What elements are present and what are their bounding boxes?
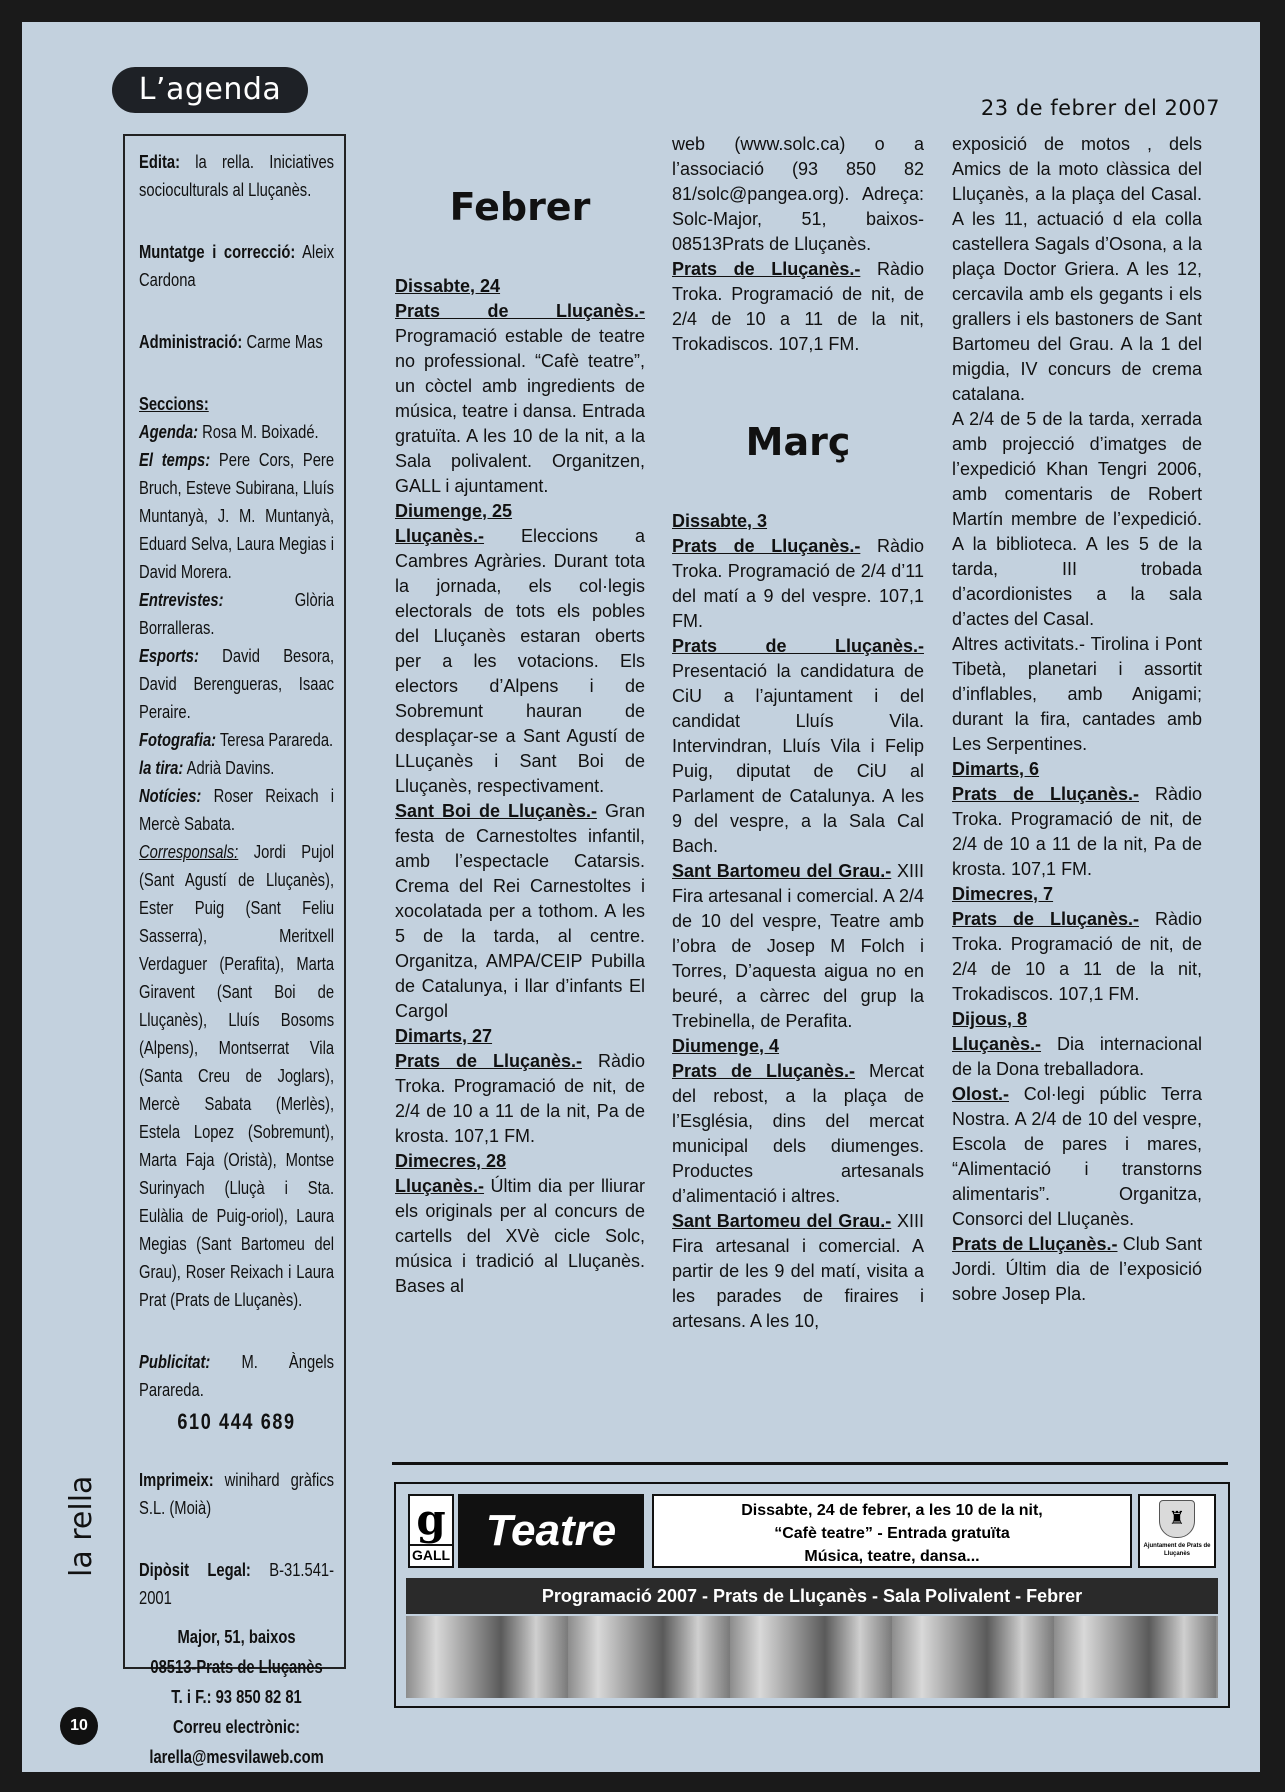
agenda-column-2: [672, 132, 924, 1334]
event-text: web (www.solc.ca) o a l’associació (93 850 82 81/solc@pangea.org). Adreça: Solc-Major, 51, baixos-08513Prats de Lluçanès.: [672, 134, 924, 254]
event-text: XIII Fira artesanal i comercial. A 2/4 de 10 del vespre, Teatre amb l’obra de Josep M Folch i Torres, D’aquesta aigua no en beuré, a càrrec del grup la Trebinella, de Perafita.: [672, 861, 924, 1031]
theatre-masks-image: [406, 1616, 1218, 1698]
event-entry: [395, 1049, 645, 1149]
event-place: Prats de Lluçanès.-: [672, 1061, 856, 1081]
publicitat-label: Publicitat:: [139, 1352, 211, 1372]
info-line: “Cafè teatre” - Entrada gratuïta: [774, 1525, 1010, 1542]
event-text: Ràdio Troka. Programació de nit, de 2/4 de 10 a 11 de la nit, Pa de krosta. 107,1 FM.: [395, 1051, 645, 1146]
crest-shield-icon: ♜: [1159, 1500, 1195, 1538]
event-entry: [952, 1232, 1202, 1307]
event-text: A 2/4 de 5 de la tarda, xerrada amb projecció d’imatges de l’expedició Khan Tengri 2006, amb comentaris de Robert Martín membre de l’expedició. A la biblioteca. A les 5 de la tarda, III trobada d’acordionistes a la sala d’actes del Casal.: [952, 409, 1202, 629]
issue-date: 23 de febrer del 2007: [980, 96, 1220, 120]
event-text: Ràdio Troka. Programació de 2/4 d’11 del matí a 9 del vespre. 107,1 FM.: [672, 536, 925, 631]
day-heading: Diumenge, 25: [395, 501, 513, 521]
magazine-page: [22, 22, 1260, 1772]
day-heading: Dimarts, 6: [952, 759, 1040, 779]
temps-value: Pere Cors, Pere Bruch, Esteve Subirana, Lluís Muntanyà, J. M. Muntanyà, Eduard Selva, Laura Megias i David Morera.: [139, 450, 335, 582]
event-place: Prats de Lluçanès.-: [952, 784, 1139, 804]
event-place: Prats de Lluçanès.-: [395, 1051, 582, 1071]
event-text: Presentació la candidatura de CiU a l’ajuntament i del candidat Lluís Vila. Intervindran, Lluís Vila i Felip Puig, diputat de CiU al Parlament de Catalunya. A les 9 del vespre, a la Sala Cal Bach.: [672, 661, 924, 856]
imprimeix-value: winihard gràfics S.L. (Moià): [139, 1470, 335, 1518]
day-heading: Dimecres, 7: [952, 884, 1054, 904]
month-heading: Març: [745, 420, 851, 464]
day-heading: Dimarts, 27: [395, 1026, 493, 1046]
muntatge-label: Muntatge i correcció:: [139, 242, 296, 262]
event-text: Col·legi públic Terra Nostra. A 2/4 de 10 del vespre, Escola de pares i mares, “Alimentació i transtorns alimentaris”. Organitza, Consorci del Lluçanès.: [952, 1084, 1202, 1229]
event-entry: [395, 299, 645, 499]
admin-label: Administració:: [139, 332, 243, 352]
event-entry: [952, 782, 1202, 882]
event-text: XIII Fira artesanal i comercial. A partir de les 9 del matí, visita a les parades de firaires i artesans. A les 10,: [672, 1211, 924, 1331]
phone-fax: T. i F.: 93 850 82 81: [171, 1687, 302, 1707]
address-line: 08513-Prats de Lluçanès: [150, 1657, 323, 1677]
event-entry: [672, 1059, 924, 1209]
event-entry: [672, 1209, 924, 1334]
email-label: Correu electrònic:: [172, 1717, 301, 1737]
event-text: exposició de motos , dels Amics de la moto clàssica del Lluçanès, a la plaça del Casal. A les 11, actuació d ela colla castellera Sagals d’Osona, a la plaça Doctor Griera. A les 12, cercavila amb els gegants i els grallers i els bastoners de Sant Bartomeu del Grau. A la 1 del migdia, IV concurs de crema catalana.: [952, 134, 1202, 404]
entrevistes-label: Entrevistes:: [139, 590, 224, 610]
event-text: Club Sant Jordi. Últim dia de l’exposició sobre Josep Pla.: [952, 1234, 1202, 1304]
event-entry: [672, 634, 924, 859]
info-line: Dissabte, 24 de febrer, a les 10 de la nit,: [741, 1502, 1043, 1519]
event-text: Últim dia per lliurar els originals per al concurs de cartells del XVè cicle Solc, música i tradició al Lluçanès. Bases al: [395, 1176, 645, 1296]
section-title: L’agenda: [112, 67, 308, 113]
agenda-column-1: [395, 182, 645, 1299]
event-entry: [952, 1082, 1202, 1232]
entrevistes-value: Glòria Borralleras.: [139, 590, 335, 638]
teatre-title: Teatre: [458, 1494, 644, 1568]
seccions-label: Seccions:: [139, 394, 209, 414]
event-entry: [952, 1032, 1202, 1082]
credits-box: [123, 134, 346, 1767]
fotografia-value: Teresa Parareda.: [219, 730, 334, 750]
event-place: Prats de Lluçanès.-: [672, 636, 924, 656]
diposit-value: B-31.541-2001: [139, 1560, 335, 1608]
diposit-label: Dipòsit Legal:: [139, 1560, 251, 1580]
address-line: Major, 51, baixos: [177, 1627, 296, 1647]
event-entry: [672, 257, 924, 357]
event-entry: [952, 907, 1202, 1007]
day-heading: Diumenge, 4: [672, 1036, 780, 1056]
agenda-column-3: [952, 132, 1202, 1307]
esports-value: David Besora, David Berengueras, Isaac Peraire.: [139, 646, 335, 722]
event-place: Sant Boi de Lluçanès.-: [395, 801, 597, 821]
event-text: Ràdio Troka. Programació de nit, de 2/4 de 10 a 11 de la nit, Pa de krosta. 107,1 FM.: [952, 784, 1202, 879]
event-entry: [395, 524, 645, 799]
theatre-banner: [394, 1482, 1230, 1708]
event-place: Prats de Lluçanès.-: [672, 259, 861, 279]
noticies-label: Notícies:: [139, 786, 202, 806]
publicitat-value: M. Àngels Parareda.: [139, 1352, 335, 1400]
event-text: Ràdio Troka. Programació de nit, de 2/4 de 10 a 11 de la nit, Trokadiscos. 107,1 FM.: [672, 259, 925, 354]
gall-logo: [408, 1494, 454, 1568]
day-heading: Dimecres, 28: [395, 1151, 507, 1171]
event-place: Sant Bartomeu del Grau.-: [672, 861, 892, 881]
event-place: Prats de Lluçanès.-: [395, 301, 645, 321]
event-place: Olost.-: [952, 1084, 1009, 1104]
gall-logo-letter: g: [416, 1495, 446, 1544]
crest-caption: Ajuntament de Prats de Lluçanès: [1143, 1543, 1211, 1557]
program-bar: Programació 2007 - Prats de Lluçanès - Sala Polivalent - Febrer: [406, 1578, 1218, 1614]
gall-logo-text: GALL: [410, 1544, 452, 1564]
fotografia-label: Fotografia:: [139, 730, 217, 750]
page-number: 10: [60, 1707, 98, 1745]
admin-value: Carme Mas: [246, 332, 323, 352]
magazine-name: la rella: [64, 1475, 99, 1577]
event-place: Lluçanès.-: [395, 526, 485, 546]
tira-label: la tira:: [139, 758, 184, 778]
event-text: Gran festa de Carnestoltes infantil, amb l’espectacle Catarsis. Crema del Rei Carnestoltes i xocolatada per a tothom. A les 5 de la tarda, al centre. Organitza, AMPA/CEIP Pubilla de Catalunya, i llar d’infants El Cargol: [395, 801, 645, 1021]
event-place: Prats de Lluçanès.-: [952, 1234, 1118, 1254]
event-place: Sant Bartomeu del Grau.-: [672, 1211, 892, 1231]
temps-label: El temps:: [139, 450, 211, 470]
esports-label: Esports:: [139, 646, 199, 666]
info-line: Música, teatre, dansa...: [804, 1548, 980, 1565]
event-text: Mercat del rebost, a la plaça de l’Església, dins del mercat municipal dels diumenges. Productes artesanals d’alimentació i altres.: [672, 1061, 925, 1206]
muntatge-value: Aleix Cardona: [139, 242, 335, 290]
address-block: [139, 1622, 334, 1772]
email-address: larella@mesvilaweb.com: [149, 1747, 324, 1767]
corresponsals-value: Jordi Pujol (Sant Agustí de Lluçanès), Ester Puig (Sant Feliu Sasserra), Meritxell Verdaguer (Perafita), Marta Giravent (Sant Boi de Lluçanès), Lluís Bosoms (Alpens), Montserrat Vila (Santa Creu de Joglars), Mercè Sabata (Merlès), Estela Lopez (Sobremunt), Marta Faja (Oristà), Montse Surinyach (Lluçà i Sta. Eulàlia de Puig-oriol), Laura Megias (Sant Bartomeu del Grau), Roser Reixach i Laura Prat (Prats de Lluçanès).: [139, 842, 335, 1310]
event-entry: [395, 1174, 645, 1299]
event-place: Prats de Lluçanès.-: [952, 909, 1139, 929]
advert-phone: 610 444 689: [177, 1409, 296, 1434]
event-place: Prats de Lluçanès.-: [672, 536, 861, 556]
agenda-value: Rosa M. Boixadé.: [202, 422, 319, 442]
event-info-box: [652, 1494, 1132, 1568]
event-text: Programació estable de teatre no professional. “Cafè teatre”, un còctel amb ingredients de música, teatre i dansa. Entrada gratuïta. A les 10 de la nit, a la Sala polivalent. Organitzen, GALL i ajuntament.: [395, 326, 645, 496]
event-text: Dia internacional de la Dona treballadora.: [952, 1034, 1202, 1079]
day-heading: Dissabte, 3: [672, 511, 768, 531]
agenda-label: Agenda:: [139, 422, 199, 442]
corresponsals-label: Corresponsals:: [139, 842, 239, 862]
town-crest: [1138, 1494, 1216, 1568]
imprimeix-label: Imprimeix:: [139, 1470, 214, 1490]
day-heading: Dissabte, 24: [395, 276, 501, 296]
event-place: Lluçanès.-: [952, 1034, 1042, 1054]
event-text: Altres activitats.- Tirolina i Pont Tibetà, planetari i assortit d’inflables, amb Anigami; durant la fira, cantades amb Les Serpentines.: [952, 634, 1202, 754]
event-text: Eleccions a Cambres Agràries. Durant tota la jornada, els col·legis electorals de tots els pobles del Lluçanès estaran oberts per a les votacions. Els electors d’Alpens i de Sobremunt hauran de desplaçar-se a Sant Agustí de LLuçanès i Sant Boi de Lluçanès, respectivament.: [395, 526, 645, 796]
month-heading: Febrer: [449, 185, 591, 229]
event-entry: [395, 799, 645, 1024]
day-heading: Dijous, 8: [952, 1009, 1028, 1029]
noticies-value: Roser Reixach i Mercè Sabata.: [139, 786, 335, 834]
tira-value: Adrià Davins.: [186, 758, 275, 778]
event-entry: [672, 859, 924, 1034]
edita-label: Edita:: [139, 152, 181, 172]
divider-rule: [392, 1462, 1228, 1465]
event-entry: [672, 534, 924, 634]
edita-value: la rella. Iniciatives socioculturals al Lluçanès.: [139, 152, 335, 200]
event-place: Lluçanès.-: [395, 1176, 485, 1196]
event-text: Ràdio Troka. Programació de nit, de 2/4 de 10 a 11 de la nit, Trokadiscos. 107,1 FM.: [952, 909, 1202, 1004]
